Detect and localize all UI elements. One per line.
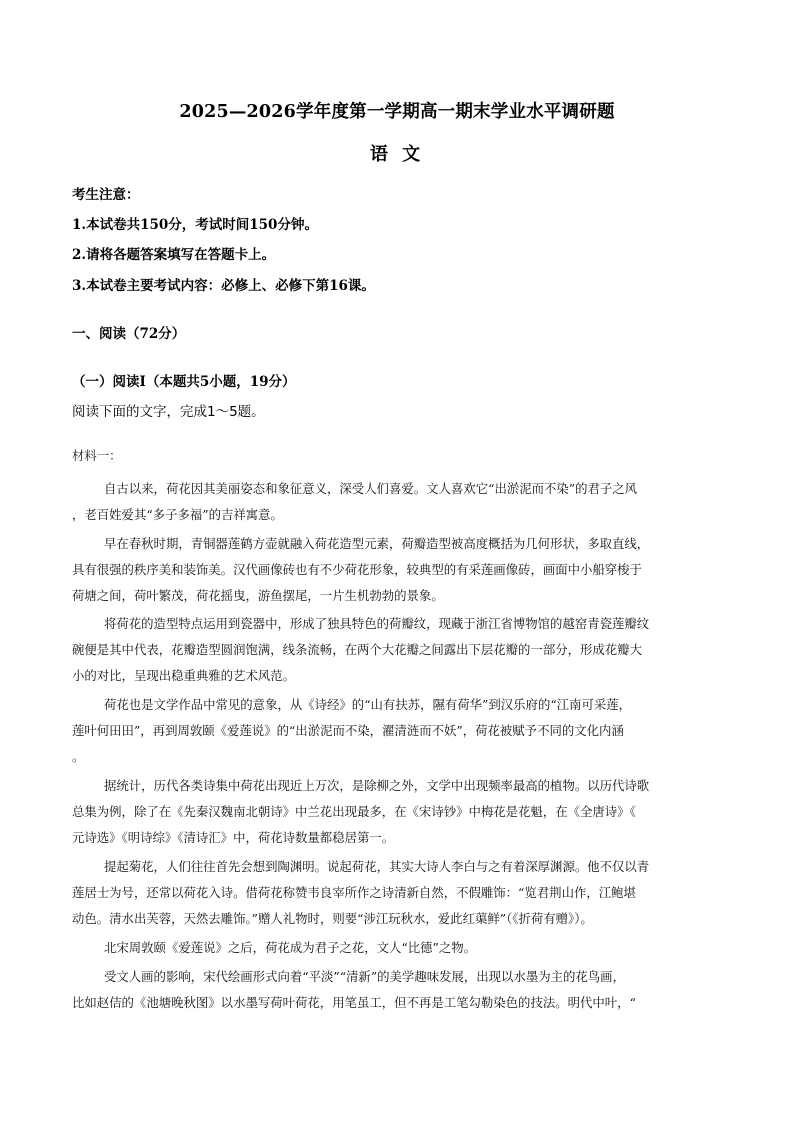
material-label: 材料一： <box>72 448 122 463</box>
text-line: 碗便是其中代表，花瓣造型圆润饱满，线条流畅，在两个大花瓣之间露出下层花瓣的一部分，形成花瓣大 <box>72 642 642 657</box>
notice-heading: 考生注意： <box>72 187 140 203</box>
text-line: 。 <box>72 749 85 764</box>
exam-title: 2025—2026学年度第一学期高一期末学业水平调研题 <box>179 102 615 122</box>
text-line: 动色。清水出芙蓉，天然去雕饰。”赠人礼物时，则要“涉江玩秋水，爱此红蕖鲜”（《折荷有赠》）。 <box>72 911 593 926</box>
text-line: 莲叶何田田”，再到周敦颐《爱莲说》的“出淤泥而不染，濯清涟而不妖”，荷花被赋予不同的文化内涵 <box>72 723 624 738</box>
text-line: 比如赵佶的《池塘晚秋图》以水墨写荷叶荷花，用笔虽工，但不再是工笔勾勒染色的技法。明代中叶，“ <box>72 995 636 1010</box>
text-line: 具有很强的秩序美和装饰美。汉代画像砖也有不少荷花形象，较典型的有采莲画像砖，画面中小船穿梭于 <box>72 562 642 577</box>
text-line: 据统计，历代各类诗集中荷花出现近上万次，是除柳之外，文学中出现频率最高的植物。以历代诗歌 <box>104 778 650 793</box>
text-line: 提起菊花，人们往往首先会想到陶渊明。说起荷花，其实大诗人李白与之有着深厚渊源。他不仅以青 <box>104 859 650 874</box>
text-line: 荷花也是文学作品中常见的意象，从《诗经》的“山有扶苏，隰有荷华”到汉乐府的“江南可采莲， <box>104 697 632 712</box>
notice-item: 2.请将各题答案填写在答题卡上。 <box>72 247 276 263</box>
notice-item: 1.本试卷共150分，考试时间150分钟。 <box>72 217 318 233</box>
text-line: 元诗选》《明诗综》《清诗汇》中，荷花诗数量都稳居第一。 <box>72 830 395 845</box>
text-line: 北宋周敦颐《爱莲说》之后，荷花成为君子之花，文人“比德”之物。 <box>104 940 476 955</box>
reading-instruction: 阅读下面的文字，完成1～5题。 <box>72 404 265 420</box>
text-line: 受文人画的影响，宋代绘画形式向着“平淡”“清新”的美学趣味发展，出现以水墨为主的花鸟画， <box>104 969 625 984</box>
subsection-title: （一）阅读Ⅰ（本题共5小题，19分） <box>72 374 296 390</box>
text-line: 总集为例，除了在《先秦汉魏南北朝诗》中兰花出现最多，在《宋诗钞》中梅花是花魁，在《全唐诗》《 <box>72 804 636 819</box>
text-line: 自古以来，荷花因其美丽姿态和象征意义，深受人们喜爱。文人喜欢它“出淤泥而不染”的君子之风 <box>104 481 638 496</box>
text-line: 早在春秋时期，青铜器莲鹤方壶就融入荷花造型元素，荷瓣造型被高度概括为几何形状，多取直线， <box>104 536 650 551</box>
text-line: 莲居士为号，还常以荷花入诗。借荷花称赞韦良宰所作之诗清新自然，不假雕饰：“览君荆山作，江鲍堪 <box>72 885 636 900</box>
text-line: 荷塘之间，荷叶繁茂，荷花摇曳，游鱼摆尾，一片生机勃勃的景象。 <box>72 588 444 603</box>
section-title: 一、阅读（72分） <box>72 326 186 342</box>
text-line: 小的对比，呈现出稳重典雅的艺术风范。 <box>72 668 296 683</box>
text-line: ，老百姓爱其“多子多福”的吉祥寓意。 <box>72 507 283 522</box>
text-line: 将荷花的造型特点运用到瓷器中，形成了独具特色的荷瓣纹，现藏于浙江省博物馆的越窑青瓷莲瓣纹 <box>104 616 650 631</box>
subject-title: 语 文 <box>369 144 425 165</box>
notice-item: 3.本试卷主要考试内容：必修上、必修下第16课。 <box>72 278 375 294</box>
